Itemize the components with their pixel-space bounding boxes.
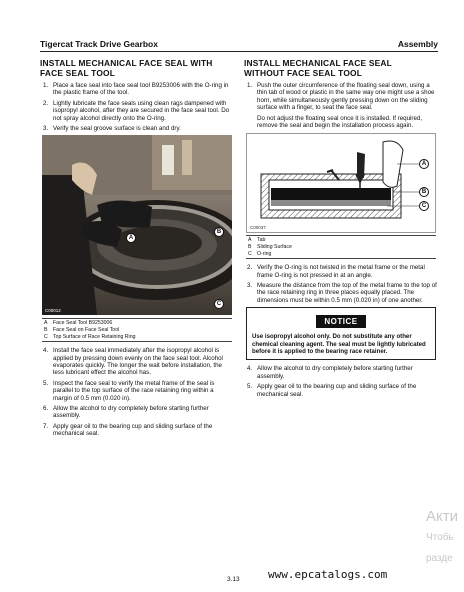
step-item: 2. Lightly lubricate the face seals using clean rags dampened with isopropyl alcohol, after they are secured in the face seal tool. Do not spray alcohol directly onto the O-ring. — [43, 99, 230, 122]
document-title: Tigercat Track Drive Gearbox — [40, 39, 158, 49]
watermark-line-3: разде — [426, 553, 453, 564]
step-item: 2. Verify the O-ring is not twisted in the metal frame or the metal frame O-ring is not pressed in at an angle. — [247, 264, 425, 279]
step-item: 4. Install the face seal immediately after the isopropyl alcohol is applied by pressing down evenly on the face seal tool. Alcohol evaporates quickly. The longer the wait before installation, the less lubricant effect the alcohol has. — [43, 347, 223, 377]
legend-item: B Face Seal on Face Seal Tool — [44, 327, 120, 334]
callout-c: C — [419, 201, 429, 211]
notice-text: Use isopropyl alcohol only. Do not substitute any other chemical cleaning agent. The seal must be lightly lubricated before it is applied to the bearing race retainer. — [252, 333, 426, 356]
left-column — [40, 58, 234, 441]
step-item: 5. Apply gear oil to the bearing cup and sliding surface of the mechanical seal. — [247, 383, 417, 398]
step-item: 3. Measure the distance from the top of the metal frame to the top of the race retaining ring in three places equally placed. The dimensions must be within 0.5 mm (0.020 in) of one another. — [247, 282, 437, 304]
step-item: 3. Verify the seal groove surface is clean and dry. — [43, 125, 181, 133]
legend-item: A Face Seal Tool B9253006 — [44, 320, 113, 327]
photo-code: C00012 — [45, 308, 61, 314]
step-item: 4. Allow the alcohol to dry completely before starting further assembly. — [247, 365, 413, 380]
legend-item: C Top Surface of Race Retaining Ring — [44, 333, 136, 340]
face-seal-tool-photo — [42, 135, 232, 315]
steps-list-r3 — [244, 365, 440, 398]
callout-b: B — [419, 187, 429, 197]
legend-item: A Tab — [248, 237, 266, 244]
right-column — [244, 58, 440, 401]
right-section-title: INSTALL MECHANICAL FACE SEAL WITHOUT FACE SEAL TOOL — [244, 58, 392, 78]
page-header — [40, 38, 438, 52]
notice-label: NOTICE — [316, 315, 365, 328]
face-seal-diagram — [246, 133, 436, 233]
steps-list-a — [40, 82, 234, 132]
steps-list-r1 — [244, 82, 440, 112]
face-seal-photo-illustration — [42, 135, 232, 315]
diagram-code: C00037 — [250, 225, 266, 231]
step-item: 5. Inspect the face seal to verify the metal frame of the seal is parallel to the top surface of the race retaining ring within a margin of 0.5 mm (0.020 in). — [43, 379, 215, 402]
seal-cross-section — [247, 134, 435, 232]
step-item: 1. Push the outer circumference of the floating seal down, using a thin tab of wood or plastic in the same way one might use a shoe horn, while simultaneously gently pressing down on the sliding surface with a finger, to seat the face seal. — [247, 82, 435, 112]
site-link[interactable]: www.epcatalogs.com — [268, 568, 388, 581]
diagram-legend — [246, 235, 436, 259]
legend-item: B Sliding Surface — [248, 244, 292, 251]
step-item: 6. Allow the alcohol to dry completely before starting further assembly. — [43, 405, 209, 420]
watermark-line-1: Акти — [426, 508, 458, 525]
step-item: 7. Apply gear oil to the bearing cup and sliding surface of the mechanical seal. — [43, 422, 213, 438]
photo-legend — [42, 318, 232, 342]
step-item: 1. Place a face seal into face seal tool B9253006 with the O-ring in the plastic frame of the tool. — [43, 82, 229, 97]
callout-b: B — [214, 227, 224, 237]
page-number: 3.13 — [227, 576, 240, 583]
callout-a: A — [419, 159, 429, 169]
notice-box — [246, 307, 436, 360]
step-note: Do not adjust the floating seal once it is installed. If required, remove the seal and begin the installation process again. — [257, 114, 423, 130]
steps-list-r2 — [244, 264, 440, 304]
callout-a: A — [126, 233, 136, 243]
steps-list-b — [40, 347, 234, 437]
legend-item: C O-ring — [248, 250, 272, 257]
watermark-line-2: Чтобь — [426, 532, 454, 543]
callout-c: C — [214, 299, 224, 309]
left-section-title: INSTALL MECHANICAL FACE SEAL WITH FACE SEAL TOOL — [40, 58, 213, 78]
section-name: Assembly — [397, 39, 438, 49]
